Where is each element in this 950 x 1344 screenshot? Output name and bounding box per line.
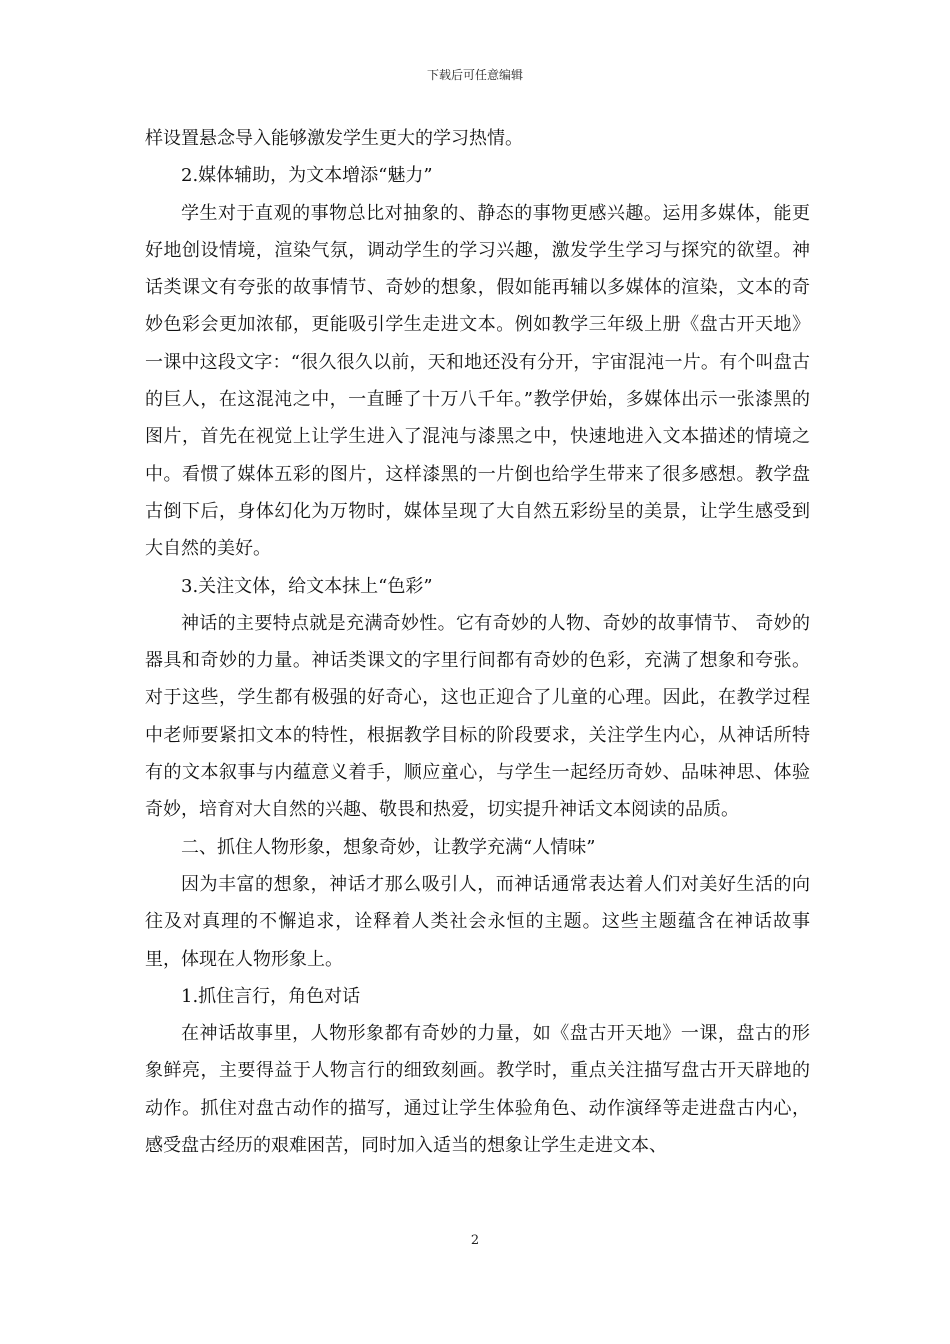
paragraph-genre: 神话的主要特点就是充满奇妙性。它有奇妙的人物、奇妙的故事情节、 奇妙的器具和奇妙的力量。神话类课文的字里行间都有奇妙的色彩，充满了想象和夸张。对于这些，学生都有极强的好奇心，这也正迎合了儿童的心理。因此，在教学过程中老师要紧扣文本的特性，根据教学目标的阶段要求，关注学生内心，从神话所特有的文本叙事与内蕴意义着手，顺应童心，与学生一起经历奇妙、品味神思、体验奇妙，培育对大自然的兴趣、敬畏和热爱，切实提升神话文本阅读的品质。	[145, 612, 810, 821]
paragraph-media: 学生对于直观的事物总比对抽象的、静态的事物更感兴趣。运用多媒体，能更好地创设情境，渲染气氛，调动学生的学习兴趣，激发学生学习与探究的欲望。神话类课文有夸张的故事情节、奇妙的想象，假如能再辅以多媒体的渲染，文本的奇妙色彩会更加浓郁，更能吸引学生走进文本。例如教学三年级上册《盘古开天地》一课中这段文字：“很久很久以前，天和地还没有分开，宇宙混沌一片。有个叫盘古的巨人，在这混沌之中，一直睡了十万八千年。”教学伊始，多媒体出示一张漆黑的图片，首先在视觉上让学生进入了混沌与漆黑之中，快速地进入文本描述的情境之中。看惯了媒体五彩的图片，这样漆黑的一片倒也给学生带来了很多感想。教学盘古倒下后，身体幻化为万物时，媒体呈现了大自然五彩纷呈的美景，让学生感受到大自然的美好。	[145, 202, 810, 560]
section-heading-characters: 二、抓住人物形象，想象奇妙，让教学充满“人情味”	[181, 836, 596, 858]
paragraph-continued: 样设置悬念导入能够激发学生更大的学习热情。	[145, 128, 523, 149]
section-heading-genre: 3.关注文体，给文本抹上“色彩”	[181, 575, 433, 597]
page-number: 2	[470, 1233, 480, 1248]
section-heading-media: 2.媒体辅助，为文本增添“魅力”	[181, 165, 433, 187]
section-heading-dialogue: 1.抓住言行，角色对话	[181, 985, 361, 1007]
page-header: 下载后可任意编辑	[426, 68, 523, 82]
paragraph-dialogue: 在神话故事里，人物形象都有奇妙的力量，如《盘古开天地》一课，盘古的形象鲜亮，主要得益于人物言行的细致刻画。教学时，重点关注描写盘古开天辟地的动作。抓住对盘古动作的描写，通过让学生体验角色、动作演绎等走进盘古内心，感受盘古经历的艰难困苦，同时加入适当的想象让学生走进文本、	[145, 1023, 810, 1157]
document-body	[145, 120, 810, 1164]
paragraph-characters: 因为丰富的想象，神话才那么吸引人，而神话通常表达着人们对美好生活的向往及对真理的不懈追求，诠释着人类社会永恒的主题。这些主题蕴含在神话故事里，体现在人物形象上。	[145, 873, 810, 970]
